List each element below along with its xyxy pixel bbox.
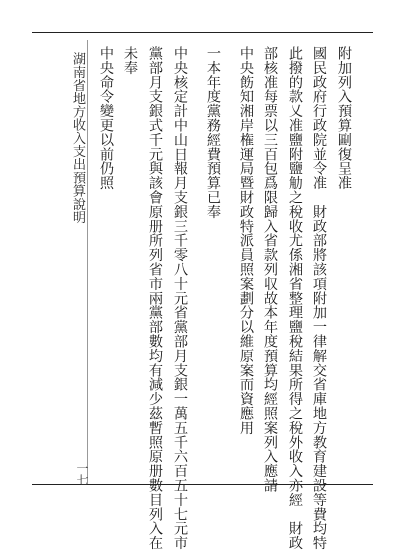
text-column-7: 中央核定計中山日報月支銀三千零八十元省黨部月支銀一萬五千六百五十七元市 [172, 46, 188, 550]
text-column-9: 未奉 [122, 46, 138, 75]
text-column-1: 附加列入預算剾復呈准 [336, 46, 352, 190]
margin-title: 湖南省地方收入支出預算說明 [70, 52, 85, 224]
text-column-6: 一本年度黨務經費預算已奉 [205, 46, 221, 219]
text-column-3: 此撥的款乂准鹽附鹽觔之稅收尤係湘省整理鹽稅結果所得之稅外收入亦經 財政 [287, 46, 303, 550]
page-number: 一七 [75, 462, 89, 486]
text-column-10: 中央命令變更以前仍照 [98, 46, 114, 190]
text-column-4: 部核准每票以三百包爲限歸入省款列収故本年度預算均經照案列入應請 [262, 46, 278, 493]
text-column-8: 黨部月支銀式千元與該會原册所列省市兩黨部數均有減少茲暫照原册數目列入在 [147, 46, 163, 550]
top-rule [32, 32, 373, 33]
margin-rule [87, 40, 89, 484]
text-column-5: 中央飭知湘岸権運局暨財政特派員照案劃分以維原案而資應用 [238, 46, 254, 435]
text-column-2: 國民政府行政院並令准 財政部將該項附加一律解交省庫地方教育建設等費均特 [311, 46, 327, 550]
